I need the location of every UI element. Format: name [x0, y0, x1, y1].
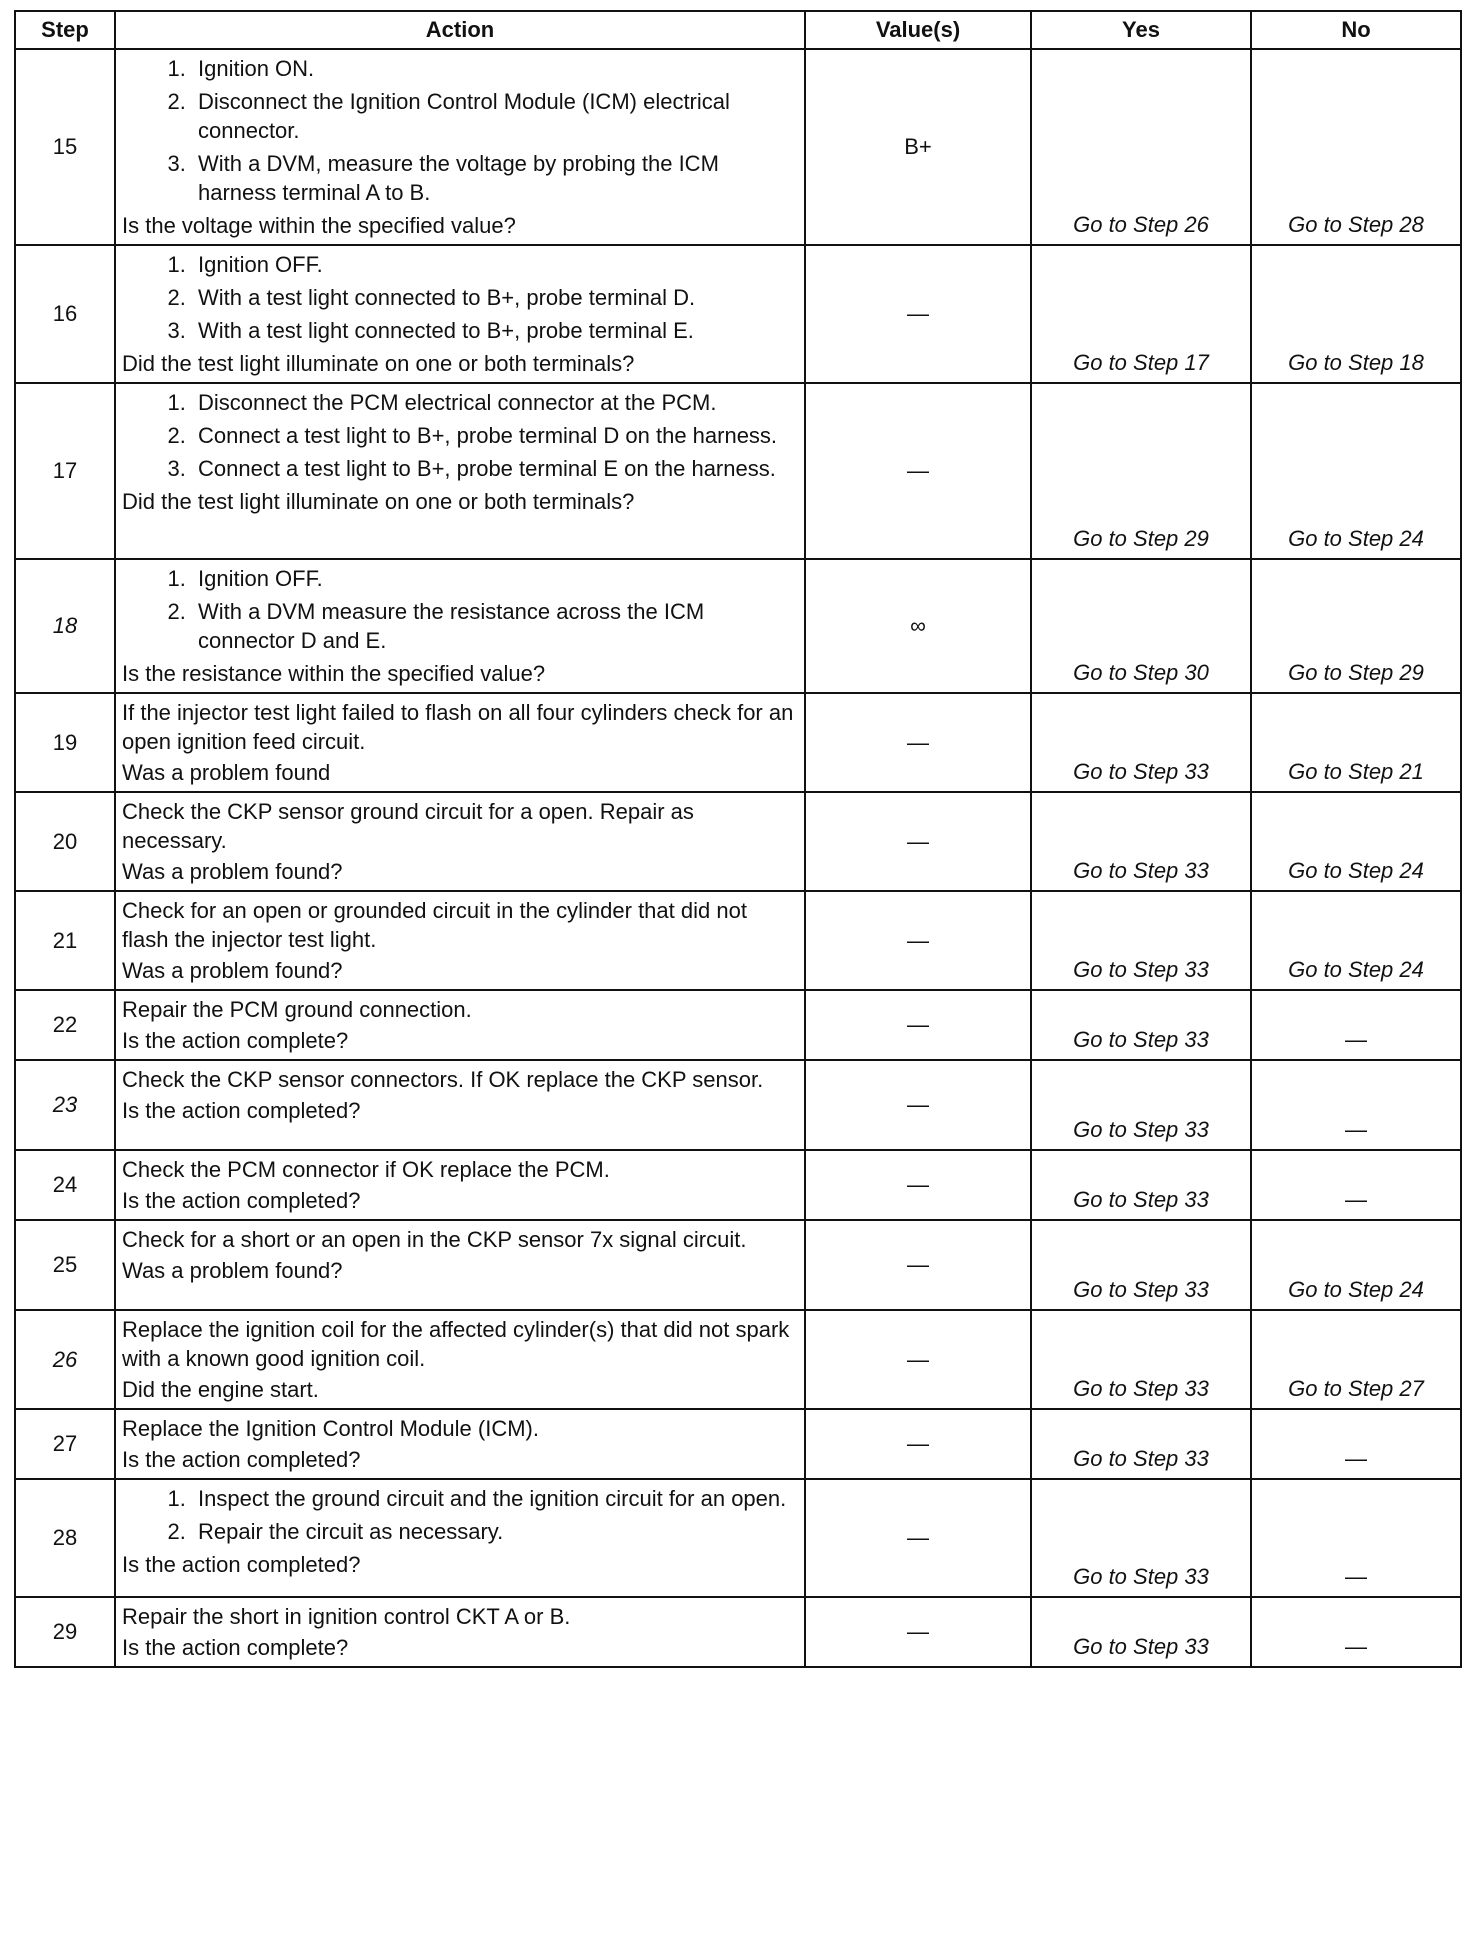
- table-row: [15, 1150, 1461, 1220]
- action-question: Is the action complete?: [122, 1635, 349, 1660]
- value-cell: —: [805, 1220, 1031, 1310]
- yes-outcome: Go to Step 33: [1031, 1060, 1251, 1150]
- substep-item: 1. Inspect the ground circuit and the ignition circuit for an open.: [192, 1484, 798, 1513]
- yes-outcome: Go to Step 33: [1031, 891, 1251, 990]
- action-question: Was a problem found?: [122, 859, 343, 884]
- yes-outcome: Go to Step 33: [1031, 1409, 1251, 1479]
- action-question: Was a problem found: [122, 760, 331, 785]
- no-outcome: Go to Step 29: [1251, 559, 1461, 693]
- header-action: Action: [115, 11, 805, 49]
- substep-list: [122, 1484, 798, 1546]
- yes-outcome: Go to Step 29: [1031, 383, 1251, 559]
- step-number: 22: [15, 990, 115, 1060]
- header-step: Step: [15, 11, 115, 49]
- substep-item: 2. With a DVM measure the resistance across the ICM connector D and E.: [192, 597, 798, 655]
- substep-item: 1. Ignition ON.: [192, 54, 798, 83]
- step-number: 16: [15, 245, 115, 383]
- action-cell: [115, 891, 805, 990]
- action-question: Is the action completed?: [122, 1447, 361, 1472]
- substep-list: [122, 388, 798, 483]
- step-number: 21: [15, 891, 115, 990]
- step-number: 20: [15, 792, 115, 891]
- action-text: Replace the ignition coil for the affected cylinder(s) that did not spark with a known good ignition coil.: [122, 1317, 790, 1371]
- action-question: Is the action completed?: [122, 1098, 361, 1123]
- header-values: Value(s): [805, 11, 1031, 49]
- action-cell: [115, 1310, 805, 1409]
- yes-outcome: Go to Step 33: [1031, 1150, 1251, 1220]
- action-cell: [115, 1409, 805, 1479]
- substep-item: 3. With a test light connected to B+, probe terminal E.: [192, 316, 798, 345]
- no-outcome: Go to Step 24: [1251, 1220, 1461, 1310]
- yes-outcome: Go to Step 30: [1031, 559, 1251, 693]
- action-text: Check the CKP sensor ground circuit for a open. Repair as necessary.: [122, 799, 694, 853]
- action-cell: [115, 1597, 805, 1667]
- action-question: Did the test light illuminate on one or both terminals?: [122, 351, 635, 376]
- table-row: [15, 1409, 1461, 1479]
- action-cell: [115, 49, 805, 245]
- substep-item: 1. Ignition OFF.: [192, 564, 798, 593]
- header-no: No: [1251, 11, 1461, 49]
- table-row: [15, 891, 1461, 990]
- table-row: [15, 245, 1461, 383]
- step-number: 26: [15, 1310, 115, 1409]
- value-cell: —: [805, 1310, 1031, 1409]
- substep-item: 1. Ignition OFF.: [192, 250, 798, 279]
- action-cell: [115, 559, 805, 693]
- yes-outcome: Go to Step 33: [1031, 693, 1251, 792]
- action-text: Check the CKP sensor connectors. If OK replace the CKP sensor.: [122, 1067, 764, 1092]
- step-number: 24: [15, 1150, 115, 1220]
- no-outcome: Go to Step 21: [1251, 693, 1461, 792]
- substep-item: 2. Disconnect the Ignition Control Module (ICM) electrical connector.: [192, 87, 798, 145]
- yes-outcome: Go to Step 26: [1031, 49, 1251, 245]
- step-number: 29: [15, 1597, 115, 1667]
- value-cell: —: [805, 245, 1031, 383]
- no-outcome: Go to Step 24: [1251, 792, 1461, 891]
- no-outcome: Go to Step 24: [1251, 383, 1461, 559]
- yes-outcome: Go to Step 33: [1031, 1220, 1251, 1310]
- action-cell: [115, 693, 805, 792]
- yes-outcome: Go to Step 17: [1031, 245, 1251, 383]
- value-cell: B+: [805, 49, 1031, 245]
- action-question: Is the voltage within the specified value?: [122, 213, 516, 238]
- action-cell: [115, 1060, 805, 1150]
- value-cell: —: [805, 383, 1031, 559]
- action-question: Is the resistance within the specified value?: [122, 661, 546, 686]
- action-text: Repair the short in ignition control CKT A or B.: [122, 1604, 571, 1629]
- action-cell: [115, 990, 805, 1060]
- no-outcome: Go to Step 18: [1251, 245, 1461, 383]
- action-cell: [115, 1150, 805, 1220]
- table-body: [15, 49, 1461, 1667]
- substep-list: [122, 250, 798, 345]
- action-text: Check the PCM connector if OK replace the PCM.: [122, 1157, 610, 1182]
- no-outcome: —: [1251, 1409, 1461, 1479]
- value-cell: —: [805, 693, 1031, 792]
- action-question: Was a problem found?: [122, 1258, 343, 1283]
- value-cell: ∞: [805, 559, 1031, 693]
- yes-outcome: Go to Step 33: [1031, 1310, 1251, 1409]
- table-row: [15, 1060, 1461, 1150]
- value-cell: —: [805, 1597, 1031, 1667]
- table-row: [15, 1220, 1461, 1310]
- action-question: Was a problem found?: [122, 958, 343, 983]
- step-number: 23: [15, 1060, 115, 1150]
- value-cell: —: [805, 1150, 1031, 1220]
- substep-list: [122, 564, 798, 655]
- no-outcome: —: [1251, 990, 1461, 1060]
- no-outcome: Go to Step 27: [1251, 1310, 1461, 1409]
- action-question: Did the test light illuminate on one or both terminals?: [122, 489, 635, 514]
- step-number: 15: [15, 49, 115, 245]
- table-row: [15, 1310, 1461, 1409]
- value-cell: —: [805, 1479, 1031, 1597]
- table-row: [15, 792, 1461, 891]
- no-outcome: Go to Step 24: [1251, 891, 1461, 990]
- diagnostic-table: [14, 10, 1462, 1668]
- step-number: 27: [15, 1409, 115, 1479]
- value-cell: —: [805, 990, 1031, 1060]
- table-row: [15, 990, 1461, 1060]
- table-row: [15, 559, 1461, 693]
- action-question: Did the engine start.: [122, 1377, 319, 1402]
- action-text: If the injector test light failed to flash on all four cylinders check for an open ignition feed circuit.: [122, 700, 794, 754]
- step-number: 19: [15, 693, 115, 792]
- no-outcome: —: [1251, 1479, 1461, 1597]
- value-cell: —: [805, 891, 1031, 990]
- table-row: [15, 693, 1461, 792]
- no-outcome: Go to Step 28: [1251, 49, 1461, 245]
- value-cell: —: [805, 1409, 1031, 1479]
- step-number: 28: [15, 1479, 115, 1597]
- action-cell: [115, 245, 805, 383]
- yes-outcome: Go to Step 33: [1031, 792, 1251, 891]
- action-question: Is the action completed?: [122, 1552, 361, 1577]
- yes-outcome: Go to Step 33: [1031, 1479, 1251, 1597]
- substep-item: 2. With a test light connected to B+, probe terminal D.: [192, 283, 798, 312]
- table-row: [15, 1597, 1461, 1667]
- no-outcome: —: [1251, 1150, 1461, 1220]
- header-yes: Yes: [1031, 11, 1251, 49]
- diagnostic-table-sheet: [14, 10, 1460, 1668]
- substep-item: 1. Disconnect the PCM electrical connector at the PCM.: [192, 388, 798, 417]
- action-text: Check for a short or an open in the CKP sensor 7x signal circuit.: [122, 1227, 747, 1252]
- action-cell: [115, 792, 805, 891]
- action-cell: [115, 1479, 805, 1597]
- table-row: [15, 1479, 1461, 1597]
- no-outcome: —: [1251, 1060, 1461, 1150]
- step-number: 25: [15, 1220, 115, 1310]
- value-cell: —: [805, 1060, 1031, 1150]
- table-row: [15, 49, 1461, 245]
- action-cell: [115, 383, 805, 559]
- yes-outcome: Go to Step 33: [1031, 990, 1251, 1060]
- action-text: Replace the Ignition Control Module (ICM).: [122, 1416, 539, 1441]
- value-cell: —: [805, 792, 1031, 891]
- step-number: 18: [15, 559, 115, 693]
- substep-item: 2. Repair the circuit as necessary.: [192, 1517, 798, 1546]
- step-number: 17: [15, 383, 115, 559]
- action-question: Is the action completed?: [122, 1188, 361, 1213]
- substep-item: 2. Connect a test light to B+, probe terminal D on the harness.: [192, 421, 798, 450]
- table-row: [15, 383, 1461, 559]
- substep-item: 3. Connect a test light to B+, probe terminal E on the harness.: [192, 454, 798, 483]
- action-text: Repair the PCM ground connection.: [122, 997, 472, 1022]
- substep-item: 3. With a DVM, measure the voltage by probing the ICM harness terminal A to B.: [192, 149, 798, 207]
- substep-list: [122, 54, 798, 207]
- action-question: Is the action complete?: [122, 1028, 349, 1053]
- yes-outcome: Go to Step 33: [1031, 1597, 1251, 1667]
- action-cell: [115, 1220, 805, 1310]
- header-row: [15, 11, 1461, 49]
- action-text: Check for an open or grounded circuit in the cylinder that did not flash the injector test light.: [122, 898, 747, 952]
- no-outcome: —: [1251, 1597, 1461, 1667]
